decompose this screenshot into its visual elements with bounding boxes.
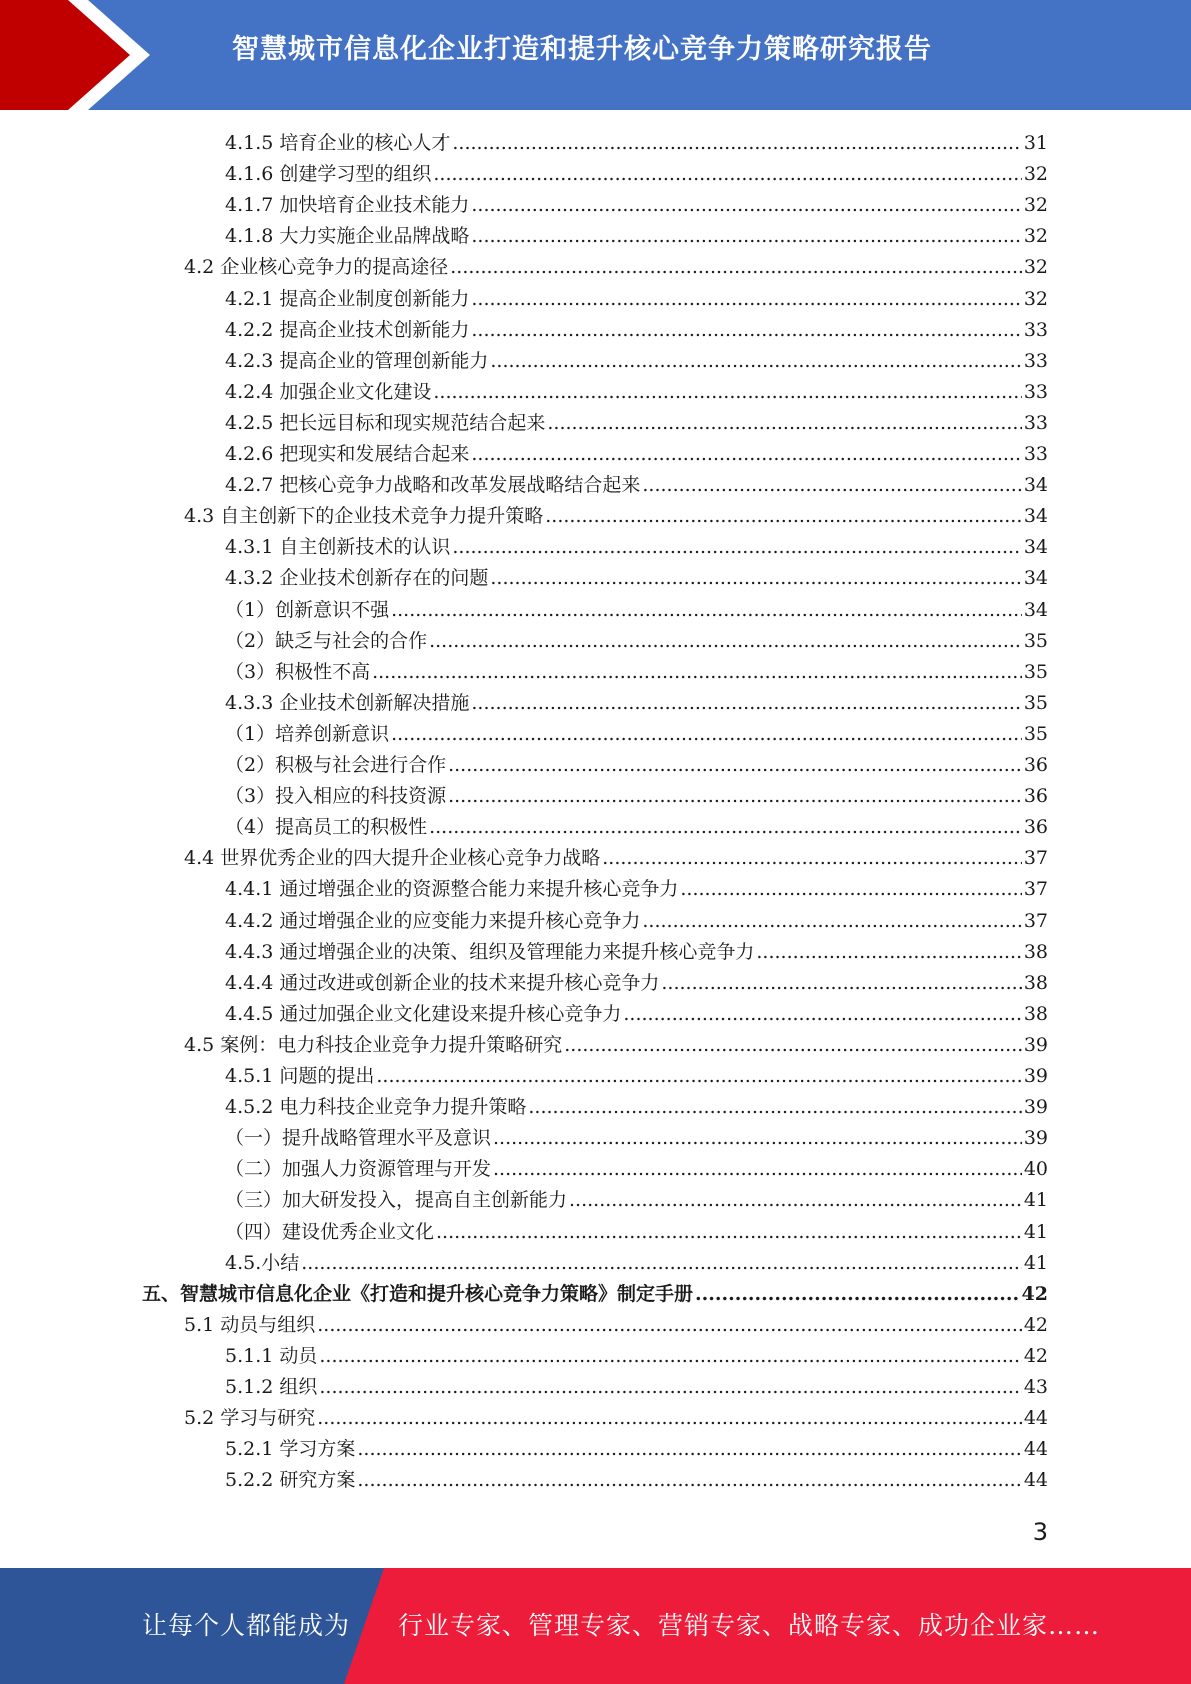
toc-dot-leader	[448, 781, 1022, 812]
toc-entry-page: 36	[1023, 816, 1048, 839]
toc-dot-leader	[357, 1465, 1021, 1496]
toc-entry-title: 4.2.1 提高企业制度创新能力	[225, 287, 470, 310]
toc-dot-leader	[471, 439, 1021, 470]
toc-entry[interactable]	[184, 252, 1048, 283]
toc-entry[interactable]	[225, 688, 1048, 719]
toc-entry[interactable]	[225, 190, 1048, 221]
toc-entry[interactable]	[225, 657, 1048, 688]
toc-dot-leader	[433, 377, 1021, 408]
toc-dot-leader	[756, 937, 1021, 968]
toc-entry-page: 32	[1023, 225, 1048, 248]
toc-entry-page: 41	[1023, 1251, 1048, 1274]
toc-entry-page: 39	[1023, 1127, 1048, 1150]
toc-entry[interactable]	[225, 377, 1048, 408]
toc-entry[interactable]	[225, 750, 1048, 781]
toc-entry-page: 40	[1023, 1158, 1048, 1181]
toc-dot-leader	[493, 1123, 1022, 1154]
toc-dot-leader	[433, 159, 1021, 190]
toc-dot-leader	[642, 470, 1021, 501]
toc-entry-title: 4.2.7 把核心竞争力战略和改革发展战略结合起来	[225, 474, 641, 497]
toc-entry-title: 4.1.5 培育企业的核心人才	[225, 132, 451, 154]
toc-entry[interactable]	[225, 874, 1048, 905]
toc-entry-page: 33	[1023, 411, 1048, 434]
toc-entry-title: 4.4 世界优秀企业的四大提升企业核心竞争力战略	[184, 847, 601, 870]
toc-dot-leader	[301, 1248, 1022, 1279]
toc-entry-page: 34	[1023, 536, 1048, 559]
toc-entry[interactable]	[225, 563, 1048, 594]
toc-entry[interactable]	[142, 1279, 1048, 1310]
toc-entry-title: （1）培养创新意识	[225, 722, 390, 745]
toc-entry-page: 33	[1023, 443, 1048, 465]
toc-dot-leader	[471, 190, 1021, 221]
toc-entry-page: 35	[1023, 629, 1048, 652]
toc-entry-title: 4.1.6 创建学习型的组织	[225, 163, 432, 186]
toc-dot-leader	[528, 1092, 1021, 1123]
footer-slogan-left: 让每个人都能成为	[142, 1611, 351, 1640]
toc-entry[interactable]	[184, 1310, 1048, 1341]
toc-entry[interactable]	[225, 470, 1048, 501]
toc-entry-title: 4.4.4 通过改进或创新企业的技术来提升核心竞争力	[225, 971, 660, 994]
toc-entry-title: 5.1.1 动员	[225, 1344, 318, 1367]
toc-entry-page: 32	[1023, 287, 1048, 310]
toc-dot-leader	[564, 1030, 1022, 1061]
toc-entry-page: 37	[1023, 878, 1048, 901]
toc-entry-title: （一）提升战略管理水平及意识	[225, 1127, 492, 1150]
toc-entry-page: 41	[1023, 1189, 1048, 1212]
toc-entry-title: 4.1.8 大力实施企业品牌战略	[225, 225, 470, 248]
toc-dot-leader	[376, 1061, 1021, 1092]
toc-entry-page: 39	[1023, 1065, 1048, 1087]
toc-entry[interactable]	[225, 999, 1048, 1030]
toc-dot-leader	[429, 626, 1022, 657]
toc-entry-page: 39	[1023, 1096, 1048, 1119]
toc-entry-page: 37	[1023, 847, 1048, 870]
toc-dot-leader	[317, 1403, 1022, 1434]
toc-entry-title: 4.2.3 提高企业的管理创新能力	[225, 349, 489, 372]
toc-entry[interactable]	[225, 128, 1048, 159]
toc-entry[interactable]	[225, 1154, 1048, 1185]
toc-dot-leader	[490, 563, 1021, 594]
toc-entry[interactable]	[225, 937, 1048, 968]
toc-entry-page: 35	[1023, 691, 1048, 714]
toc-entry-page: 42	[1023, 1344, 1048, 1367]
toc-dot-leader	[490, 346, 1021, 377]
toc-entry-title: （1）创新意识不强	[225, 598, 390, 621]
toc-entry-title: 4.5.小结	[225, 1251, 300, 1274]
toc-entry-title: （四）建设优秀企业文化	[225, 1220, 435, 1243]
toc-dot-leader	[493, 1154, 1022, 1185]
toc-entry[interactable]	[225, 1434, 1048, 1465]
toc-dot-leader	[471, 315, 1021, 346]
toc-entry-page: 32	[1023, 256, 1048, 279]
toc-dot-leader	[602, 843, 1022, 874]
toc-entry-page: 34	[1023, 567, 1048, 590]
toc-entry[interactable]	[225, 719, 1048, 750]
toc-entry[interactable]	[225, 1248, 1048, 1279]
toc-entry-page: 33	[1023, 349, 1048, 372]
toc-entry-page: 31	[1023, 132, 1048, 154]
toc-entry-title: （二）加强人力资源管理与开发	[225, 1158, 492, 1181]
toc-entry[interactable]	[225, 1372, 1048, 1403]
toc-dot-leader	[642, 906, 1021, 937]
toc-entry-title: （3）投入相应的科技资源	[225, 785, 447, 808]
toc-entry-page: 32	[1023, 194, 1048, 217]
footer-slogan-right: 行业专家、管理专家、营销专家、战略专家、成功企业家……	[398, 1611, 1101, 1640]
toc-entry-title: 4.5 案例：电力科技企业竞争力提升策略研究	[184, 1033, 563, 1056]
page-footer	[0, 1568, 1191, 1684]
page-number: 3	[1032, 1518, 1048, 1546]
toc-entry-page: 34	[1023, 598, 1048, 621]
toc-entry[interactable]	[184, 1030, 1048, 1061]
toc-dot-leader	[471, 221, 1021, 252]
toc-entry[interactable]	[225, 906, 1048, 937]
toc-entry[interactable]	[225, 968, 1048, 999]
toc-entry-page: 44	[1023, 1438, 1048, 1461]
toc-dot-leader	[569, 1185, 1022, 1216]
toc-dot-leader	[452, 128, 1021, 159]
toc-entry-page: 33	[1023, 380, 1048, 403]
toc-entry-title: 4.2.6 把现实和发展结合起来	[225, 443, 470, 465]
toc-entry[interactable]	[225, 1217, 1048, 1248]
toc-entry-title: 4.2.5 把长远目标和现实规范结合起来	[225, 411, 546, 434]
toc-entry-title: 4.3.1 自主创新技术的认识	[225, 536, 451, 559]
toc-entry[interactable]	[225, 1341, 1048, 1372]
toc-entry[interactable]	[225, 812, 1048, 843]
toc-entry-title: 4.3.2 企业技术创新存在的问题	[225, 567, 489, 590]
toc-entry-title: 4.4.2 通过增强企业的应变能力来提升核心竞争力	[225, 909, 641, 932]
toc-entry-title: （3）积极性不高	[225, 660, 371, 683]
toc-dot-leader	[372, 657, 1022, 688]
page-header	[0, 0, 1191, 110]
toc-dot-leader	[391, 595, 1022, 626]
toc-entry[interactable]	[225, 284, 1048, 315]
toc-dot-leader	[680, 874, 1021, 905]
toc-entry-page: 35	[1023, 722, 1048, 745]
toc-dot-leader	[317, 1310, 1022, 1341]
toc-entry-title: 5.1 动员与组织	[184, 1313, 316, 1336]
toc-entry[interactable]	[225, 781, 1048, 812]
toc-entry-page: 39	[1023, 1033, 1048, 1056]
toc-dot-leader	[448, 750, 1022, 781]
toc-entry-title: 4.3.3 企业技术创新解决措施	[225, 691, 470, 714]
toc-dot-leader	[471, 688, 1021, 719]
toc-entry[interactable]	[225, 595, 1048, 626]
toc-entry[interactable]	[225, 1465, 1048, 1496]
toc-dot-leader	[471, 284, 1021, 315]
toc-dot-leader	[429, 812, 1022, 843]
toc-entry-title: 5.2.1 学习方案	[225, 1438, 356, 1461]
toc-entry-page: 42	[1021, 1282, 1048, 1305]
toc-entry-page: 36	[1023, 754, 1048, 776]
toc-dot-leader	[391, 719, 1022, 750]
toc-entry-title: 4.4.5 通过加强企业文化建设来提升核心竞争力	[225, 1002, 622, 1025]
toc-entry[interactable]	[184, 1403, 1048, 1434]
toc-entry-title: 4.2.4 加强企业文化建设	[225, 380, 432, 403]
toc-entry-page: 43	[1023, 1376, 1048, 1398]
toc-entry-title: 4.5.2 电力科技企业竞争力提升策略	[225, 1096, 527, 1119]
toc-entry-title: 4.4.3 通过增强企业的决策、组织及管理能力来提升核心竞争力	[225, 940, 755, 963]
toc-entry-title: 5.2.2 研究方案	[225, 1469, 356, 1492]
toc-entry-title: 4.1.7 加快培育企业技术能力	[225, 194, 470, 217]
toc-entry-page: 32	[1023, 163, 1048, 186]
toc-entry-page: 35	[1023, 660, 1048, 683]
toc-dot-leader	[661, 968, 1021, 999]
toc-entry-page: 33	[1023, 318, 1048, 341]
toc-dot-leader	[357, 1434, 1021, 1465]
toc-dot-leader	[545, 501, 1022, 532]
toc-entry-page: 42	[1023, 1313, 1048, 1336]
toc-dot-leader	[319, 1341, 1021, 1372]
toc-entry-page: 37	[1023, 909, 1048, 932]
toc-entry[interactable]	[225, 1092, 1048, 1123]
toc-entry-title: （三）加大研发投入，提高自主创新能力	[225, 1189, 568, 1212]
toc-dot-leader	[452, 532, 1021, 563]
toc-entry-page: 38	[1023, 971, 1048, 994]
toc-entry-page: 34	[1023, 505, 1048, 528]
toc-entry-title: 5.2 学习与研究	[184, 1407, 316, 1430]
toc-entry-page: 44	[1023, 1407, 1048, 1430]
toc-entry[interactable]	[225, 159, 1048, 190]
toc-entry-title: 4.5.1 问题的提出	[225, 1065, 375, 1087]
toc-entry-page: 38	[1023, 1002, 1048, 1025]
toc-entry-title: （2）积极与社会进行合作	[225, 754, 447, 776]
toc-entry-title: （2）缺乏与社会的合作	[225, 629, 428, 652]
toc-entry-title: 4.3 自主创新下的企业技术竞争力提升策略	[184, 505, 544, 528]
toc-dot-leader	[319, 1372, 1021, 1403]
toc-dot-leader	[695, 1279, 1020, 1310]
toc-dot-leader	[547, 408, 1021, 439]
toc-entry-page: 41	[1023, 1220, 1048, 1243]
toc-entry[interactable]	[184, 501, 1048, 532]
toc-entry-page: 44	[1023, 1469, 1048, 1492]
toc-entry[interactable]	[225, 532, 1048, 563]
toc-dot-leader	[436, 1217, 1022, 1248]
toc-entry[interactable]	[225, 346, 1048, 377]
toc-entry-title: 4.4.1 通过增强企业的资源整合能力来提升核心竞争力	[225, 878, 679, 901]
toc-entry[interactable]	[225, 1123, 1048, 1154]
toc-entry[interactable]	[225, 626, 1048, 657]
toc-entry[interactable]	[225, 315, 1048, 346]
toc-entry[interactable]	[225, 221, 1048, 252]
toc-entry-page: 34	[1023, 474, 1048, 497]
toc-entry-title: 4.2 企业核心竞争力的提高途径	[184, 256, 449, 279]
toc-dot-leader	[450, 252, 1022, 283]
toc-dot-leader	[623, 999, 1021, 1030]
toc-entry-title: 5.1.2 组织	[225, 1376, 318, 1398]
toc-entry[interactable]	[225, 1061, 1048, 1092]
toc-entry-title: （4）提高员工的积极性	[225, 816, 428, 839]
toc-entry[interactable]	[225, 408, 1048, 439]
toc-entry-page: 36	[1023, 785, 1048, 808]
toc-entry-title: 4.2.2 提高企业技术创新能力	[225, 318, 470, 341]
toc-entry-page: 38	[1023, 940, 1048, 963]
header-title: 智慧城市信息化企业打造和提升核心竞争力策略研究报告	[232, 34, 932, 65]
toc-entry-title: 五、智慧城市信息化企业《打造和提升核心竞争力策略》制定手册	[142, 1282, 694, 1305]
toc-entry[interactable]	[184, 843, 1048, 874]
toc-entry[interactable]	[225, 1185, 1048, 1216]
toc-entry[interactable]	[225, 439, 1048, 470]
